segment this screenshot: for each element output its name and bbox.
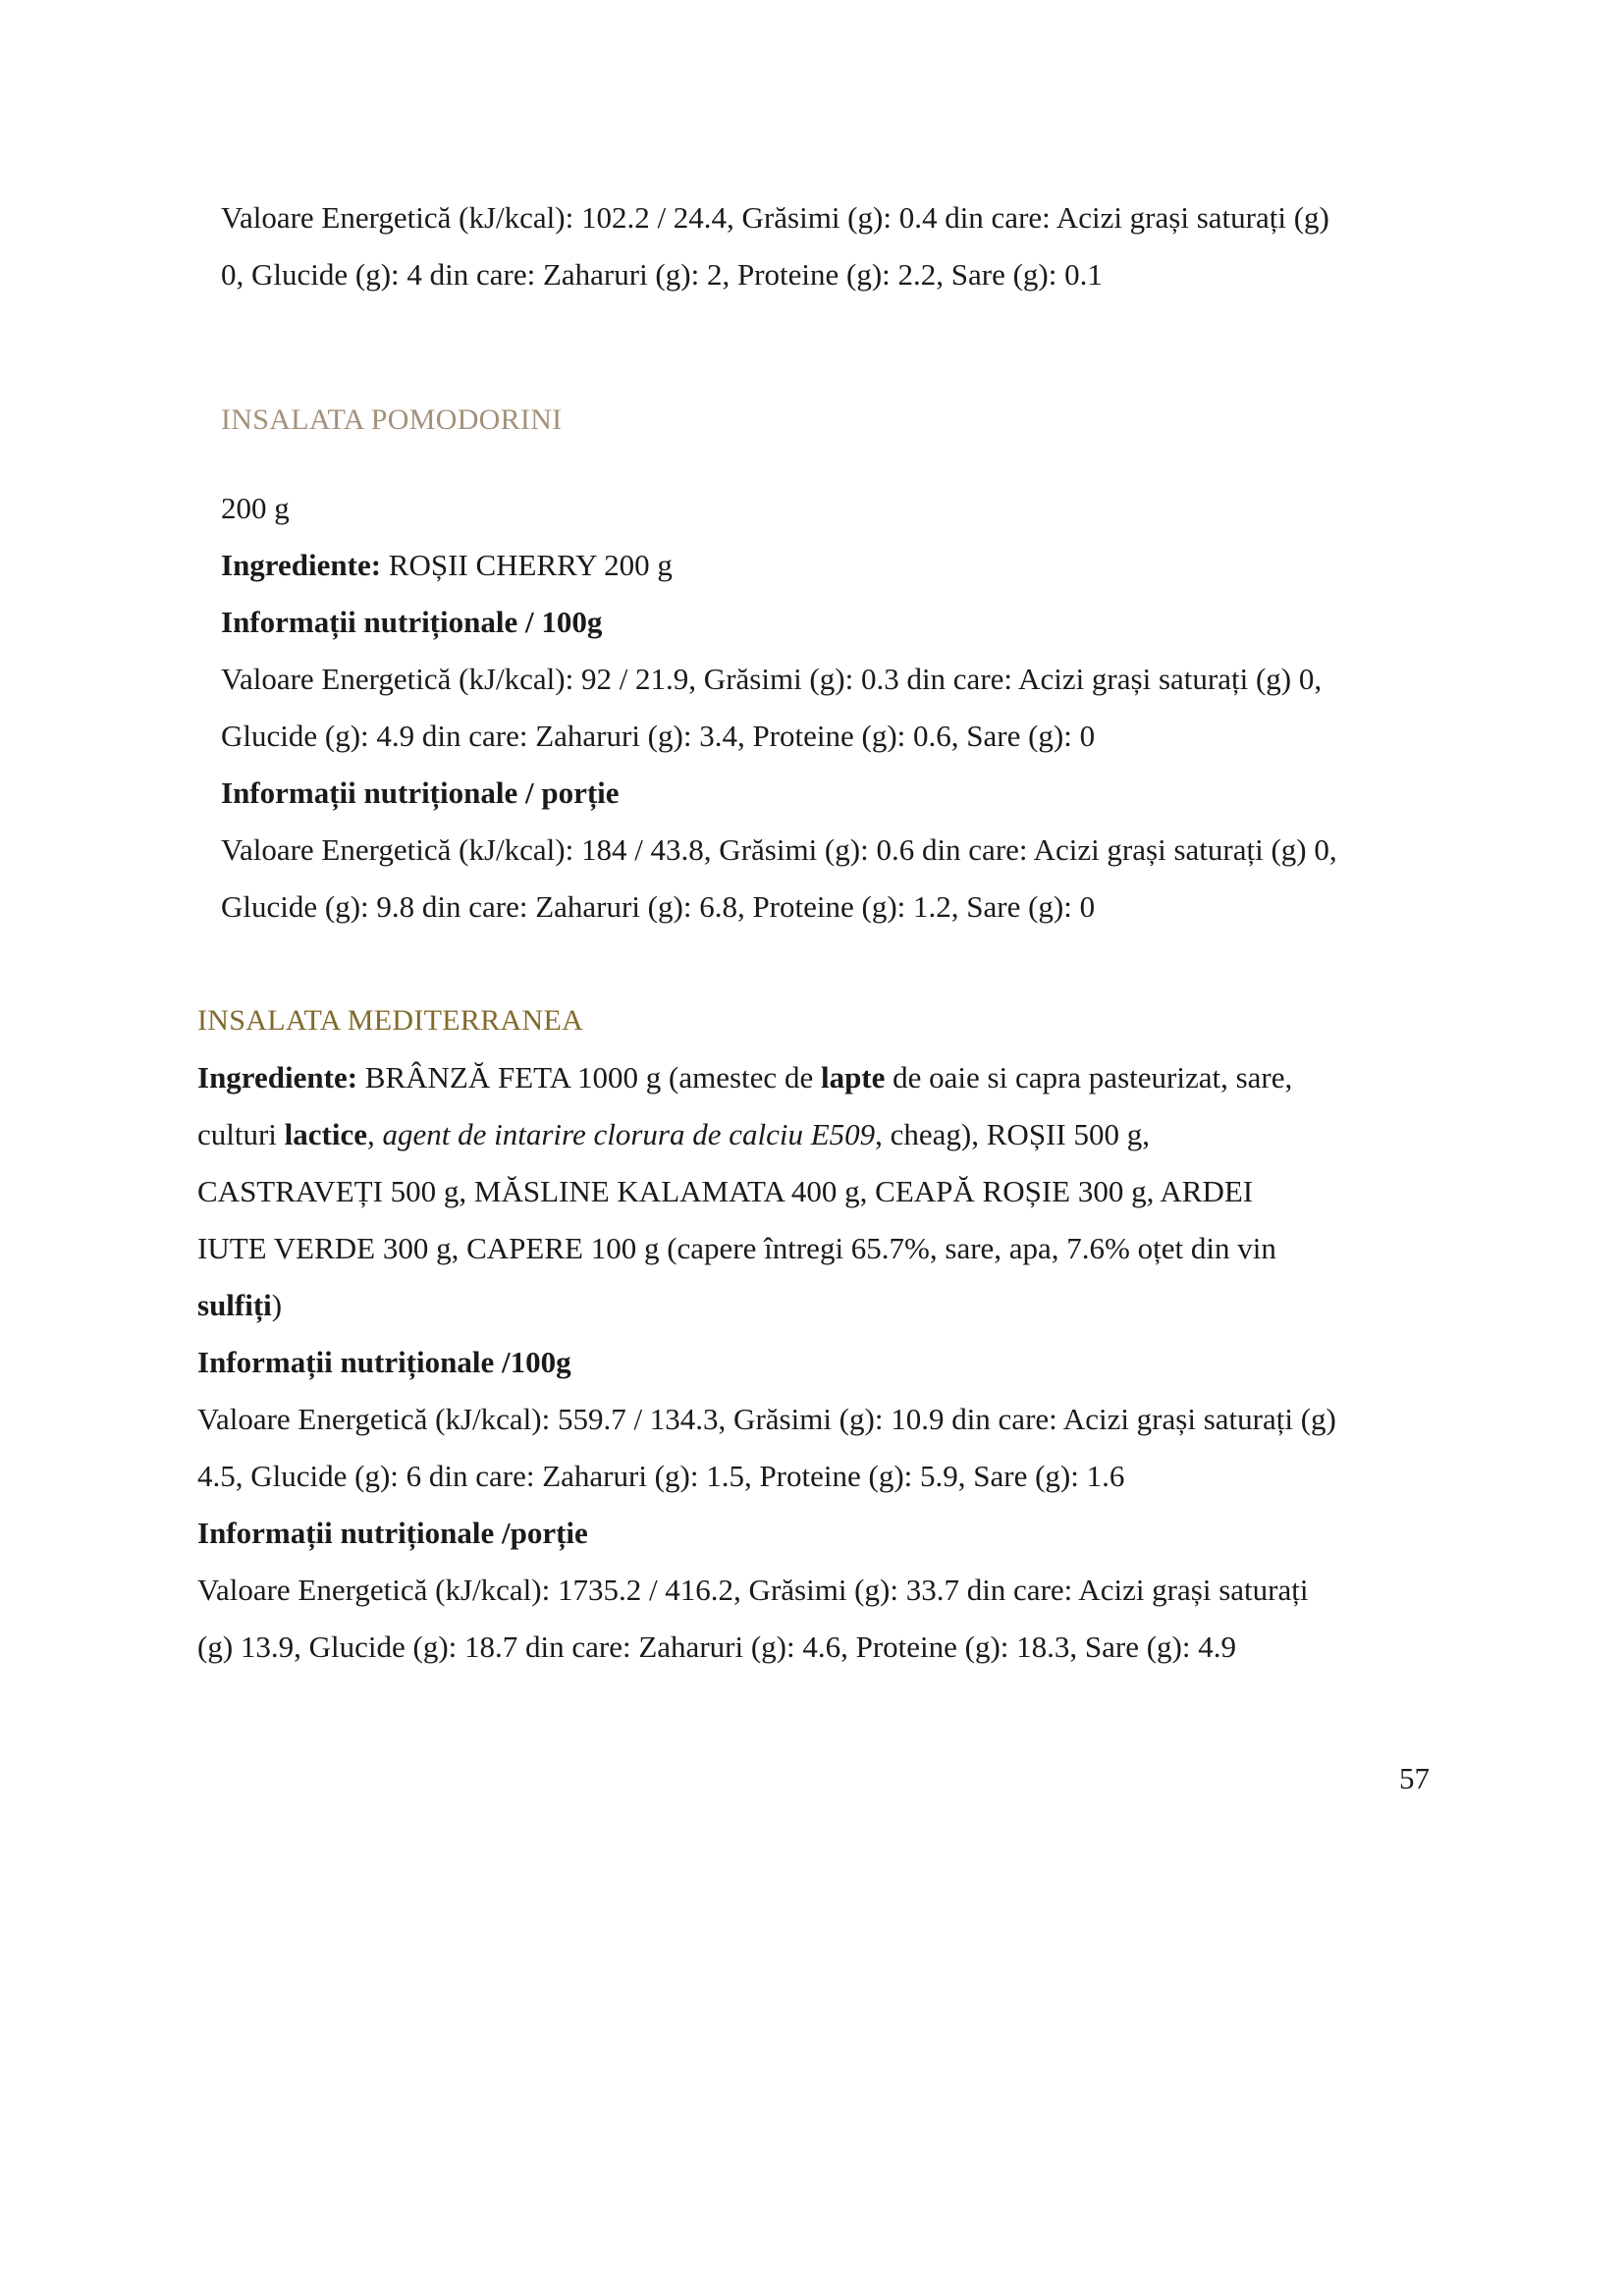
mediterranea-portion-label: Informații nutriționale /porție: [197, 1516, 588, 1550]
mediterranea-ingredients-line-5: sulfiți): [197, 1288, 283, 1322]
pomodorini-title: INSALATA POMODORINI: [221, 403, 563, 436]
mediterranea-portion-line-1: Valoare Energetică (kJ/kcal): 1735.2 / 416.2, Grăsimi (g): 33.7 din care: Acizi grași saturați: [197, 1573, 1309, 1607]
pomodorini-portion-label: Informații nutriționale / porție: [221, 775, 620, 810]
mediterranea-ingredients-line-3: CASTRAVEȚI 500 g, MĂSLINE KALAMATA 400 g, CEAPĂ ROȘIE 300 g, ARDEI: [197, 1174, 1254, 1208]
pomodorini-per100-line-2: Glucide (g): 4.9 din care: Zaharuri (g): 3.4, Proteine (g): 0.6, Sare (g): 0: [221, 719, 1096, 753]
pomodorini-weight: 200 g: [221, 491, 290, 525]
mediterranea-ingredients-line-4: IUTE VERDE 300 g, CAPERE 100 g (capere întregi 65.7%, sare, apa, 7.6% oțet din vin: [197, 1231, 1276, 1265]
mediterranea-title: INSALATA MEDITERRANEA: [197, 1004, 584, 1037]
pomodorini-portion-line-1: Valoare Energetică (kJ/kcal): 184 / 43.8, Grăsimi (g): 0.6 din care: Acizi grași saturați (g) 0,: [221, 832, 1337, 867]
mediterranea-portion-line-2: (g) 13.9, Glucide (g): 18.7 din care: Zaharuri (g): 4.6, Proteine (g): 18.3, Sare (g): 4.9: [197, 1629, 1236, 1664]
pomodorini-per100-line-1: Valoare Energetică (kJ/kcal): 92 / 21.9, Grăsimi (g): 0.3 din care: Acizi grași saturați (g) 0,: [221, 662, 1323, 696]
pomodorini-ingredients-text: ROȘII CHERRY 200 g: [381, 548, 673, 582]
mediterranea-per100-label: Informații nutriționale /100g: [197, 1345, 571, 1379]
pomodorini-ingredients-label: Ingrediente:: [221, 548, 382, 582]
mediterranea-ingredients-line-1: Ingrediente: BRÂNZĂ FETA 1000 g (amestec de lapte de oaie si capra pasteurizat, sare,: [197, 1060, 1293, 1095]
pomodorini-ingredients: [221, 546, 673, 585]
pomodorini-portion-line-2: Glucide (g): 9.8 din care: Zaharuri (g): 6.8, Proteine (g): 1.2, Sare (g): 0: [221, 889, 1096, 924]
top-nutrition-line-2: 0, Glucide (g): 4 din care: Zaharuri (g): 2, Proteine (g): 2.2, Sare (g): 0.1: [221, 257, 1103, 292]
page-number: 57: [1399, 1761, 1430, 1795]
mediterranea-ingredients-line-2: culturi lactice, agent de intarire clorura de calciu E509, cheag), ROȘII 500 g,: [197, 1117, 1150, 1151]
mediterranea-per100-line-1: Valoare Energetică (kJ/kcal): 559.7 / 134.3, Grăsimi (g): 10.9 din care: Acizi grași saturați (g): [197, 1402, 1336, 1436]
top-nutrition-line-1: Valoare Energetică (kJ/kcal): 102.2 / 24.4, Grăsimi (g): 0.4 din care: Acizi grași saturați (g): [221, 200, 1329, 235]
pomodorini-per100-label: Informații nutriționale / 100g: [221, 605, 603, 639]
mediterranea-per100-line-2: 4.5, Glucide (g): 6 din care: Zaharuri (g): 1.5, Proteine (g): 5.9, Sare (g): 1.6: [197, 1459, 1125, 1493]
